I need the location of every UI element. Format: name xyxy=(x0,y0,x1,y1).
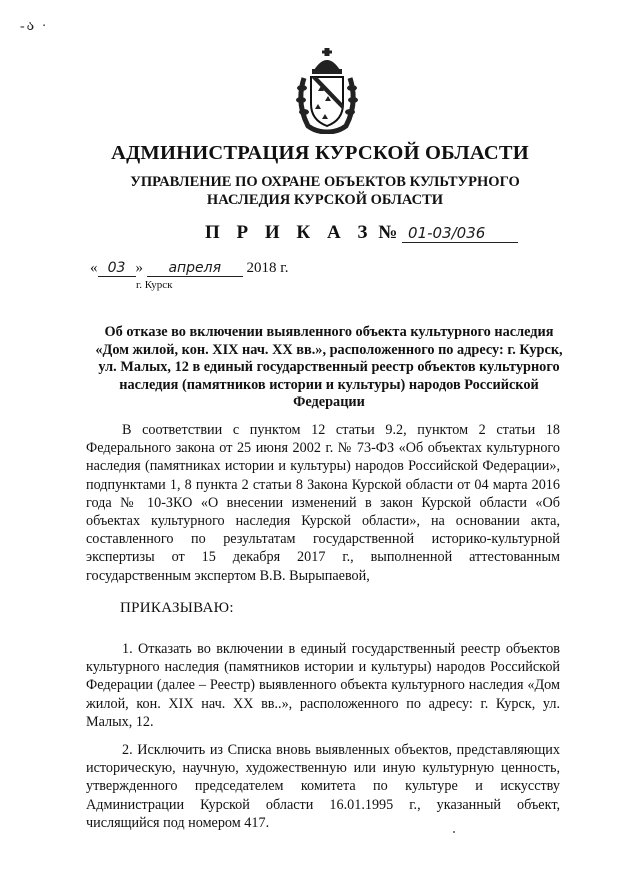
scan-speck xyxy=(453,831,455,833)
date-open-quote: « xyxy=(90,260,98,276)
date-day: 03 xyxy=(98,260,136,277)
date-month: апреля xyxy=(147,260,243,277)
organization-title: АДМИНИСТРАЦИЯ КУРСКОЙ ОБЛАСТИ xyxy=(111,142,529,164)
date-close-quote: » xyxy=(135,260,143,276)
date-year: 2018 г. xyxy=(246,260,289,276)
orders-word: ПРИКАЗЫВАЮ: xyxy=(120,600,234,616)
city-label: г. Курск xyxy=(136,279,173,291)
preamble-paragraph: В соответствии с пунктом 12 статьи 9.2, пунктом 2 статьи 18 Федерального закона от 25 июня 2002 г. № 73-ФЗ «Об объектах культурного наследия (памятниках истории и культуры) народов Российской Федерации», подпунктами 1, 8 пункта 2 статьи 8 Закона Курской области от 04 марта 2016 года № 10-ЗКО «О внесении изменений в закон Курской области «Об объектах культурного наследия Курской области», на основании акта, составленного по результатам государственной историко-культурной экспертизы от 15 декабря 2017 г., выполненной аттестованным государственным экспертом В.В. Вырыпаевой, xyxy=(86,422,560,584)
order-item-1: 1. Отказать во включении в единый государственный реестр объектов культурного наследия (памятников истории и культуры) народов Российской Федерации (далее – Реестр) выявленного объекта культурного наследия «Дом жилой, кон. XIX нач. XX вв..», расположенного по адресу: г. Курск, ул. Малых, 12. xyxy=(86,641,560,730)
corner-mark: -ა · xyxy=(20,19,49,34)
order-title: Об отказе во включении выявленного объекта культурного наследия «Дом жилой, кон. XIX нач. XX вв.», расположенного по адресу: г. Курск, ул. Малых, 12 в единый государственный реестр объектов культурного наследия (памятников истории и культуры) народов Российской Федерации xyxy=(95,324,563,410)
kursk-coat-of-arms-icon xyxy=(294,48,360,134)
order-label: П Р И К А З xyxy=(205,222,374,243)
order-number-sign: № xyxy=(378,222,398,243)
order-number: 01-03/036 xyxy=(402,224,518,243)
department-title: УПРАВЛЕНИЕ ПО ОХРАНЕ ОБЪЕКТОВ КУЛЬТУРНОГО НАСЛЕДИЯ КУРСКОЙ ОБЛАСТИ xyxy=(130,174,520,208)
order-item-2: 2. Исключить из Списка вновь выявленных объектов, представляющих историческую, научную, художественную или иную культурную ценность, утвержденного председателем комитета по культуре и искусству Администрации Курской области 16.01.1995 г., указанный объект, числящийся под номером 417. xyxy=(86,742,560,831)
order-heading xyxy=(205,222,518,244)
order-date xyxy=(90,260,288,277)
